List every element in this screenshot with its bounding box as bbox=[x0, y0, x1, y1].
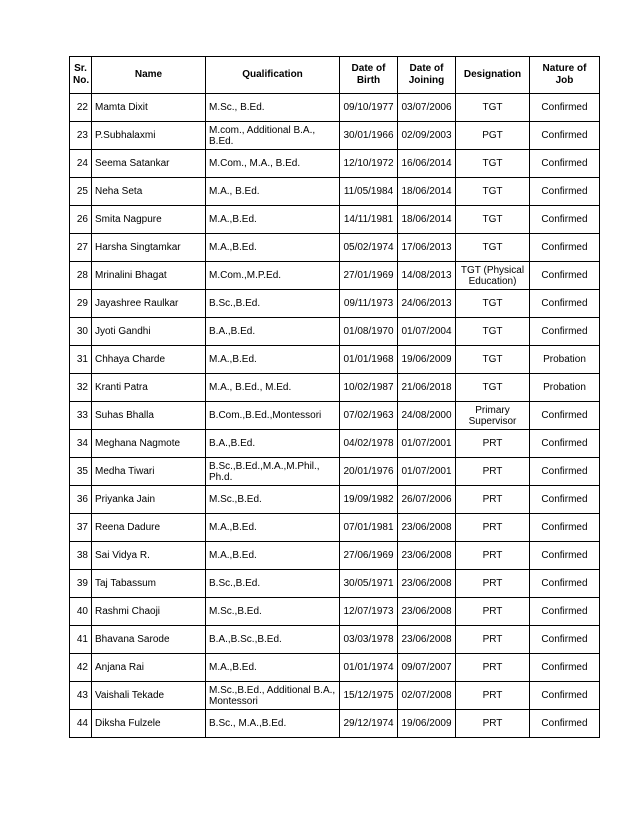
cell-nature-of-job: Confirmed bbox=[530, 206, 600, 234]
cell-nature-of-job: Confirmed bbox=[530, 626, 600, 654]
cell-date-of-birth: 09/11/1973 bbox=[340, 290, 398, 318]
cell-nature-of-job: Confirmed bbox=[530, 654, 600, 682]
cell-date-of-birth: 01/01/1974 bbox=[340, 654, 398, 682]
cell-date-of-birth: 29/12/1974 bbox=[340, 710, 398, 738]
cell-nature-of-job: Confirmed bbox=[530, 318, 600, 346]
cell-sr-no: 32 bbox=[70, 374, 92, 402]
cell-date-of-birth: 09/10/1977 bbox=[340, 94, 398, 122]
cell-sr-no: 29 bbox=[70, 290, 92, 318]
cell-name: Medha Tiwari bbox=[92, 458, 206, 486]
table-row bbox=[70, 290, 600, 318]
cell-designation: PRT bbox=[456, 626, 530, 654]
table-row bbox=[70, 234, 600, 262]
header-date-of-birth: Date of Birth bbox=[340, 57, 398, 94]
cell-name: Seema Satankar bbox=[92, 150, 206, 178]
cell-date-of-birth: 03/03/1978 bbox=[340, 626, 398, 654]
cell-designation: TGT bbox=[456, 178, 530, 206]
cell-sr-no: 43 bbox=[70, 682, 92, 710]
cell-nature-of-job: Probation bbox=[530, 346, 600, 374]
cell-nature-of-job: Confirmed bbox=[530, 150, 600, 178]
cell-date-of-birth: 11/05/1984 bbox=[340, 178, 398, 206]
cell-name: Taj Tabassum bbox=[92, 570, 206, 598]
cell-sr-no: 39 bbox=[70, 570, 92, 598]
cell-designation: TGT bbox=[456, 94, 530, 122]
cell-date-of-joining: 23/06/2008 bbox=[398, 542, 456, 570]
cell-sr-no: 26 bbox=[70, 206, 92, 234]
cell-designation: TGT bbox=[456, 234, 530, 262]
header-designation: Designation bbox=[456, 57, 530, 94]
table-row bbox=[70, 318, 600, 346]
table-row bbox=[70, 122, 600, 150]
cell-designation: TGT bbox=[456, 318, 530, 346]
cell-nature-of-job: Confirmed bbox=[530, 430, 600, 458]
cell-nature-of-job: Confirmed bbox=[530, 458, 600, 486]
cell-date-of-joining: 26/07/2006 bbox=[398, 486, 456, 514]
cell-date-of-birth: 30/01/1966 bbox=[340, 122, 398, 150]
cell-name: Chhaya Charde bbox=[92, 346, 206, 374]
cell-sr-no: 28 bbox=[70, 262, 92, 290]
cell-date-of-birth: 05/02/1974 bbox=[340, 234, 398, 262]
cell-date-of-joining: 21/06/2018 bbox=[398, 374, 456, 402]
cell-sr-no: 30 bbox=[70, 318, 92, 346]
cell-date-of-birth: 07/01/1981 bbox=[340, 514, 398, 542]
cell-nature-of-job: Confirmed bbox=[530, 514, 600, 542]
cell-date-of-birth: 07/02/1963 bbox=[340, 402, 398, 430]
cell-name: Kranti Patra bbox=[92, 374, 206, 402]
cell-qualification: M.A., B.Ed., M.Ed. bbox=[206, 374, 340, 402]
cell-sr-no: 35 bbox=[70, 458, 92, 486]
cell-qualification: M.A.,B.Ed. bbox=[206, 542, 340, 570]
table-row bbox=[70, 486, 600, 514]
table-body bbox=[70, 94, 600, 738]
cell-designation: PRT bbox=[456, 486, 530, 514]
cell-nature-of-job: Confirmed bbox=[530, 234, 600, 262]
cell-sr-no: 42 bbox=[70, 654, 92, 682]
cell-date-of-birth: 01/08/1970 bbox=[340, 318, 398, 346]
cell-nature-of-job: Confirmed bbox=[530, 486, 600, 514]
cell-nature-of-job: Confirmed bbox=[530, 682, 600, 710]
cell-name: Neha Seta bbox=[92, 178, 206, 206]
cell-designation: TGT bbox=[456, 206, 530, 234]
cell-qualification: M.Sc., B.Ed. bbox=[206, 94, 340, 122]
cell-designation: PGT bbox=[456, 122, 530, 150]
cell-nature-of-job: Confirmed bbox=[530, 290, 600, 318]
cell-name: Vaishali Tekade bbox=[92, 682, 206, 710]
cell-date-of-joining: 02/09/2003 bbox=[398, 122, 456, 150]
cell-sr-no: 23 bbox=[70, 122, 92, 150]
cell-qualification: M.A.,B.Ed. bbox=[206, 346, 340, 374]
cell-sr-no: 24 bbox=[70, 150, 92, 178]
table-row bbox=[70, 570, 600, 598]
cell-date-of-birth: 27/06/1969 bbox=[340, 542, 398, 570]
table-header-row bbox=[70, 57, 600, 94]
cell-qualification: B.A.,B.Ed. bbox=[206, 318, 340, 346]
cell-nature-of-job: Confirmed bbox=[530, 598, 600, 626]
table-row bbox=[70, 402, 600, 430]
cell-designation: TGT (Physical Education) bbox=[456, 262, 530, 290]
cell-designation: PRT bbox=[456, 654, 530, 682]
table-row bbox=[70, 94, 600, 122]
cell-qualification: B.Sc.,B.Ed.,M.A.,M.Phil., Ph.d. bbox=[206, 458, 340, 486]
header-date-of-joining: Date of Joining bbox=[398, 57, 456, 94]
cell-designation: PRT bbox=[456, 598, 530, 626]
cell-name: Bhavana Sarode bbox=[92, 626, 206, 654]
cell-sr-no: 37 bbox=[70, 514, 92, 542]
cell-date-of-joining: 23/06/2008 bbox=[398, 598, 456, 626]
table-row bbox=[70, 542, 600, 570]
cell-sr-no: 41 bbox=[70, 626, 92, 654]
cell-date-of-joining: 19/06/2009 bbox=[398, 710, 456, 738]
cell-sr-no: 27 bbox=[70, 234, 92, 262]
cell-date-of-joining: 03/07/2006 bbox=[398, 94, 456, 122]
cell-qualification: M.Sc.,B.Ed., Additional B.A., Montessori bbox=[206, 682, 340, 710]
cell-nature-of-job: Confirmed bbox=[530, 542, 600, 570]
cell-sr-no: 31 bbox=[70, 346, 92, 374]
cell-nature-of-job: Confirmed bbox=[530, 122, 600, 150]
cell-date-of-birth: 12/07/1973 bbox=[340, 598, 398, 626]
cell-date-of-birth: 01/01/1968 bbox=[340, 346, 398, 374]
table-row bbox=[70, 710, 600, 738]
cell-name: Diksha Fulzele bbox=[92, 710, 206, 738]
cell-qualification: M.Com.,M.P.Ed. bbox=[206, 262, 340, 290]
table-row bbox=[70, 178, 600, 206]
cell-nature-of-job: Confirmed bbox=[530, 710, 600, 738]
cell-date-of-joining: 24/08/2000 bbox=[398, 402, 456, 430]
cell-date-of-birth: 20/01/1976 bbox=[340, 458, 398, 486]
table-row bbox=[70, 374, 600, 402]
table-row bbox=[70, 458, 600, 486]
cell-qualification: M.A.,B.Ed. bbox=[206, 514, 340, 542]
cell-qualification: B.Com.,B.Ed.,Montessori bbox=[206, 402, 340, 430]
cell-nature-of-job: Confirmed bbox=[530, 570, 600, 598]
cell-name: P.Subhalaxmi bbox=[92, 122, 206, 150]
cell-qualification: M.A.,B.Ed. bbox=[206, 234, 340, 262]
cell-qualification: M.com., Additional B.A., B.Ed. bbox=[206, 122, 340, 150]
cell-date-of-birth: 14/11/1981 bbox=[340, 206, 398, 234]
cell-nature-of-job: Confirmed bbox=[530, 178, 600, 206]
cell-designation: PRT bbox=[456, 682, 530, 710]
cell-date-of-joining: 14/08/2013 bbox=[398, 262, 456, 290]
cell-qualification: M.Sc.,B.Ed. bbox=[206, 598, 340, 626]
cell-nature-of-job: Confirmed bbox=[530, 402, 600, 430]
cell-date-of-joining: 17/06/2013 bbox=[398, 234, 456, 262]
cell-qualification: B.Sc.,B.Ed. bbox=[206, 290, 340, 318]
cell-name: Rashmi Chaoji bbox=[92, 598, 206, 626]
table-row bbox=[70, 598, 600, 626]
cell-date-of-joining: 23/06/2008 bbox=[398, 514, 456, 542]
cell-name: Smita Nagpure bbox=[92, 206, 206, 234]
cell-date-of-joining: 01/07/2001 bbox=[398, 458, 456, 486]
cell-qualification: B.A.,B.Sc.,B.Ed. bbox=[206, 626, 340, 654]
staff-table bbox=[69, 56, 600, 738]
cell-date-of-birth: 19/09/1982 bbox=[340, 486, 398, 514]
table-row bbox=[70, 346, 600, 374]
table-row bbox=[70, 654, 600, 682]
cell-name: Mrinalini Bhagat bbox=[92, 262, 206, 290]
cell-date-of-birth: 04/02/1978 bbox=[340, 430, 398, 458]
cell-sr-no: 34 bbox=[70, 430, 92, 458]
cell-designation: TGT bbox=[456, 346, 530, 374]
cell-qualification: M.A.,B.Ed. bbox=[206, 654, 340, 682]
cell-sr-no: 33 bbox=[70, 402, 92, 430]
header-sr-no: Sr. No. bbox=[70, 57, 92, 94]
cell-designation: PRT bbox=[456, 430, 530, 458]
cell-date-of-birth: 27/01/1969 bbox=[340, 262, 398, 290]
header-name: Name bbox=[92, 57, 206, 94]
cell-designation: PRT bbox=[456, 542, 530, 570]
cell-designation: PRT bbox=[456, 458, 530, 486]
cell-date-of-birth: 10/02/1987 bbox=[340, 374, 398, 402]
cell-sr-no: 44 bbox=[70, 710, 92, 738]
table-row bbox=[70, 514, 600, 542]
cell-date-of-joining: 19/06/2009 bbox=[398, 346, 456, 374]
cell-name: Meghana Nagmote bbox=[92, 430, 206, 458]
table-row bbox=[70, 430, 600, 458]
cell-designation: TGT bbox=[456, 290, 530, 318]
cell-date-of-joining: 16/06/2014 bbox=[398, 150, 456, 178]
cell-name: Anjana Rai bbox=[92, 654, 206, 682]
cell-nature-of-job: Probation bbox=[530, 374, 600, 402]
cell-nature-of-job: Confirmed bbox=[530, 262, 600, 290]
table-row bbox=[70, 626, 600, 654]
cell-date-of-joining: 24/06/2013 bbox=[398, 290, 456, 318]
cell-qualification: M.A.,B.Ed. bbox=[206, 206, 340, 234]
header-qualification: Qualification bbox=[206, 57, 340, 94]
cell-date-of-joining: 09/07/2007 bbox=[398, 654, 456, 682]
cell-name: Reena Dadure bbox=[92, 514, 206, 542]
cell-date-of-birth: 15/12/1975 bbox=[340, 682, 398, 710]
cell-name: Priyanka Jain bbox=[92, 486, 206, 514]
cell-name: Sai Vidya R. bbox=[92, 542, 206, 570]
cell-date-of-birth: 12/10/1972 bbox=[340, 150, 398, 178]
cell-designation: TGT bbox=[456, 150, 530, 178]
cell-qualification: B.Sc., M.A.,B.Ed. bbox=[206, 710, 340, 738]
cell-sr-no: 22 bbox=[70, 94, 92, 122]
header-nature-of-job: Nature of Job bbox=[530, 57, 600, 94]
cell-qualification: M.Sc.,B.Ed. bbox=[206, 486, 340, 514]
table-row bbox=[70, 206, 600, 234]
cell-sr-no: 25 bbox=[70, 178, 92, 206]
cell-sr-no: 38 bbox=[70, 542, 92, 570]
cell-date-of-birth: 30/05/1971 bbox=[340, 570, 398, 598]
cell-name: Jayashree Raulkar bbox=[92, 290, 206, 318]
cell-name: Suhas Bhalla bbox=[92, 402, 206, 430]
cell-date-of-joining: 18/06/2014 bbox=[398, 206, 456, 234]
cell-qualification: M.A., B.Ed. bbox=[206, 178, 340, 206]
cell-nature-of-job: Confirmed bbox=[530, 94, 600, 122]
cell-date-of-joining: 23/06/2008 bbox=[398, 626, 456, 654]
cell-date-of-joining: 18/06/2014 bbox=[398, 178, 456, 206]
cell-sr-no: 40 bbox=[70, 598, 92, 626]
cell-qualification: M.Com., M.A., B.Ed. bbox=[206, 150, 340, 178]
cell-date-of-joining: 01/07/2004 bbox=[398, 318, 456, 346]
cell-designation: PRT bbox=[456, 710, 530, 738]
cell-sr-no: 36 bbox=[70, 486, 92, 514]
cell-qualification: B.Sc.,B.Ed. bbox=[206, 570, 340, 598]
cell-name: Harsha Singtamkar bbox=[92, 234, 206, 262]
cell-designation: TGT bbox=[456, 374, 530, 402]
cell-designation: PRT bbox=[456, 514, 530, 542]
table-row bbox=[70, 150, 600, 178]
cell-date-of-joining: 02/07/2008 bbox=[398, 682, 456, 710]
cell-designation: Primary Supervisor bbox=[456, 402, 530, 430]
cell-name: Jyoti Gandhi bbox=[92, 318, 206, 346]
table-row bbox=[70, 682, 600, 710]
cell-designation: PRT bbox=[456, 570, 530, 598]
cell-qualification: B.A.,B.Ed. bbox=[206, 430, 340, 458]
table-row bbox=[70, 262, 600, 290]
cell-date-of-joining: 23/06/2008 bbox=[398, 570, 456, 598]
cell-name: Mamta Dixit bbox=[92, 94, 206, 122]
cell-date-of-joining: 01/07/2001 bbox=[398, 430, 456, 458]
